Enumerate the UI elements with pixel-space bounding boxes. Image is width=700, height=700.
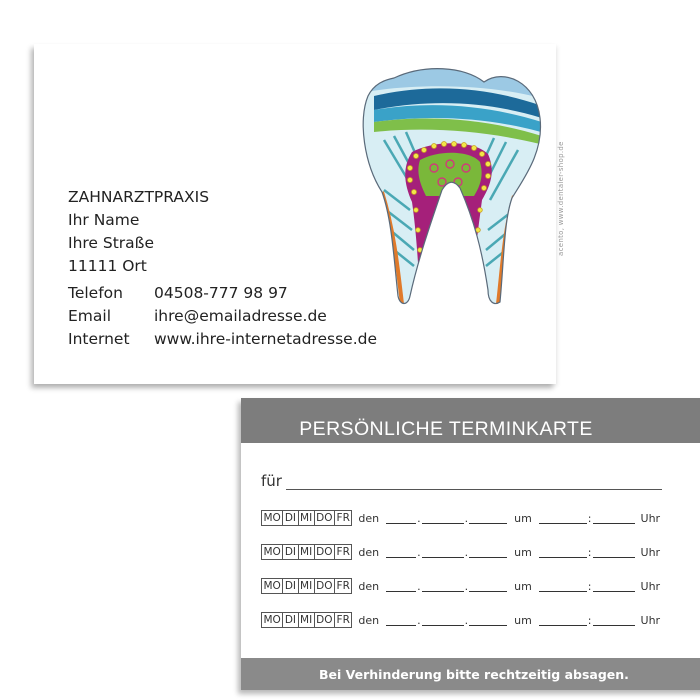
- weekday-box-fr[interactable]: FR: [334, 578, 352, 594]
- hour-blank[interactable]: [539, 546, 587, 558]
- year-blank[interactable]: [469, 546, 507, 558]
- den-label: den: [358, 579, 380, 593]
- street-line: Ihre Straße: [68, 234, 154, 252]
- day-blank[interactable]: [386, 614, 416, 626]
- time-colon: :: [587, 579, 592, 593]
- um-label: um: [514, 579, 532, 593]
- weekday-box-di[interactable]: DI: [282, 544, 298, 560]
- card-title: PERSÖNLICHE TERMINKARTE: [299, 418, 593, 440]
- weekday-box-mi[interactable]: MI: [298, 578, 315, 594]
- card-footer: [241, 658, 700, 690]
- weekday-box-mo[interactable]: MO: [261, 578, 283, 594]
- appointment-card-back: [241, 398, 700, 690]
- tooth-icon: [354, 60, 548, 308]
- year-blank[interactable]: [469, 614, 507, 626]
- date-dot: .: [417, 613, 421, 627]
- credit-text: acento, www.dentaler-shop.de: [557, 141, 565, 256]
- minute-blank[interactable]: [593, 580, 635, 592]
- month-blank[interactable]: [422, 512, 464, 524]
- date-dot: .: [464, 511, 469, 525]
- appointment-row: [261, 612, 661, 628]
- time-colon: :: [587, 511, 592, 525]
- appointment-row: [261, 510, 661, 526]
- email-value: ihre@emailadresse.de: [154, 307, 327, 325]
- hour-blank[interactable]: [539, 512, 587, 524]
- weekday-box-mi[interactable]: MI: [298, 544, 315, 560]
- weekday-box-do[interactable]: DO: [314, 544, 335, 560]
- contact-block: [68, 282, 377, 351]
- name-line: Ihr Name: [68, 211, 140, 229]
- uhr-label: Uhr: [640, 613, 661, 627]
- um-label: um: [514, 545, 532, 559]
- day-blank[interactable]: [386, 512, 416, 524]
- weekday-box-fr[interactable]: FR: [334, 510, 352, 526]
- den-label: den: [358, 613, 380, 627]
- day-blank[interactable]: [386, 546, 416, 558]
- internet-label: Internet: [68, 330, 130, 348]
- contact-row-email: [68, 305, 377, 328]
- for-field: [261, 472, 662, 490]
- date-dot: .: [464, 613, 469, 627]
- date-dot: .: [464, 579, 469, 593]
- phone-value: 04508-777 98 97: [154, 284, 288, 302]
- time-colon: :: [587, 545, 592, 559]
- date-dot: .: [417, 579, 421, 593]
- month-blank[interactable]: [422, 614, 464, 626]
- for-label: für: [261, 472, 282, 490]
- uhr-label: Uhr: [640, 511, 661, 525]
- hour-blank[interactable]: [539, 580, 587, 592]
- weekday-box-do[interactable]: DO: [314, 578, 335, 594]
- contact-row-internet: [68, 328, 377, 351]
- time-colon: :: [587, 613, 592, 627]
- date-dot: .: [417, 511, 421, 525]
- appointment-row: [261, 544, 661, 560]
- um-label: um: [514, 511, 532, 525]
- year-blank[interactable]: [469, 512, 507, 524]
- for-line[interactable]: [286, 474, 662, 490]
- weekday-box-fr[interactable]: FR: [334, 544, 352, 560]
- weekday-boxes: [261, 578, 351, 594]
- card-header: [241, 398, 700, 443]
- weekday-box-do[interactable]: DO: [314, 612, 335, 628]
- weekday-box-do[interactable]: DO: [314, 510, 335, 526]
- den-label: den: [358, 545, 380, 559]
- month-blank[interactable]: [422, 546, 464, 558]
- city-line: 11111 Ort: [68, 257, 147, 275]
- weekday-boxes: [261, 510, 351, 526]
- weekday-boxes: [261, 544, 351, 560]
- den-label: den: [358, 511, 380, 525]
- weekday-box-mo[interactable]: MO: [261, 544, 283, 560]
- weekday-box-di[interactable]: DI: [282, 510, 298, 526]
- phone-label: Telefon: [68, 284, 123, 302]
- year-blank[interactable]: [469, 580, 507, 592]
- weekday-box-mi[interactable]: MI: [298, 510, 315, 526]
- um-label: um: [514, 613, 532, 627]
- minute-blank[interactable]: [593, 512, 635, 524]
- uhr-label: Uhr: [640, 579, 661, 593]
- date-dot: .: [464, 545, 469, 559]
- appointment-row: [261, 578, 661, 594]
- weekday-box-di[interactable]: DI: [282, 578, 298, 594]
- weekday-box-mi[interactable]: MI: [298, 612, 315, 628]
- weekday-box-mo[interactable]: MO: [261, 510, 283, 526]
- weekday-box-fr[interactable]: FR: [334, 612, 352, 628]
- business-card-front: [34, 44, 565, 384]
- practice-name: ZAHNARZTPRAXIS: [68, 188, 210, 206]
- contact-row-phone: [68, 282, 377, 305]
- weekday-box-mo[interactable]: MO: [261, 612, 283, 628]
- month-blank[interactable]: [422, 580, 464, 592]
- minute-blank[interactable]: [593, 614, 635, 626]
- hour-blank[interactable]: [539, 614, 587, 626]
- minute-blank[interactable]: [593, 546, 635, 558]
- footer-text: Bei Verhinderung bitte rechtzeitig absagen.: [319, 666, 629, 682]
- address-block: [68, 186, 209, 278]
- email-label: Email: [68, 307, 112, 325]
- weekday-box-di[interactable]: DI: [282, 612, 298, 628]
- internet-value: www.ihre-internetadresse.de: [154, 330, 378, 348]
- day-blank[interactable]: [386, 580, 416, 592]
- weekday-boxes: [261, 612, 351, 628]
- date-dot: .: [417, 545, 421, 559]
- uhr-label: Uhr: [640, 545, 661, 559]
